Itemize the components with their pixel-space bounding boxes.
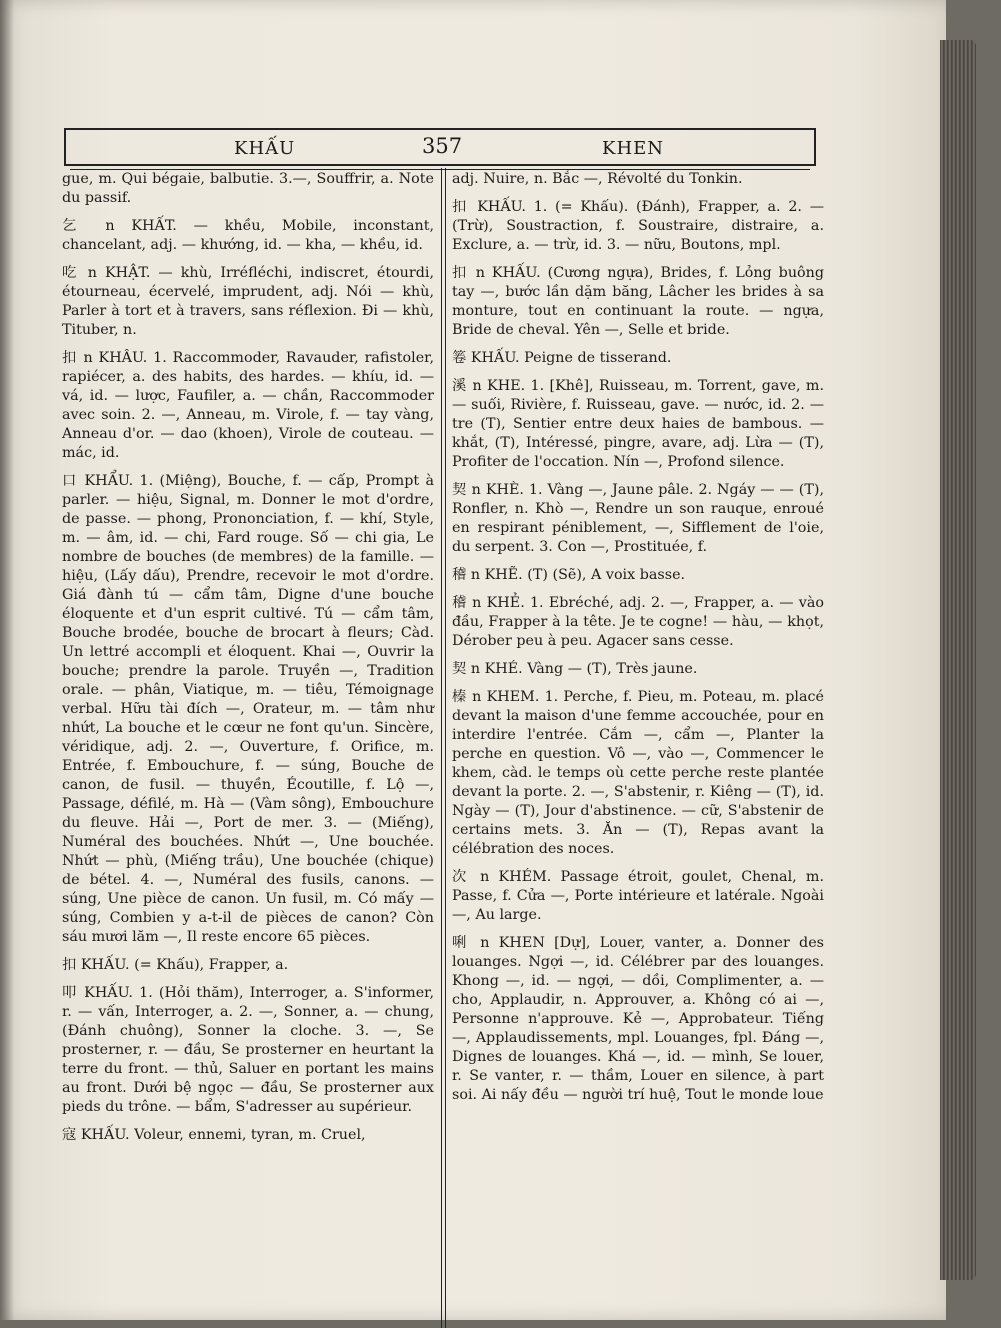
dictionary-entry: 稽 n KHẺ. 1. Ebréché, adj. 2. —, Frapper, a. — vào đầu, Frapper à la tête. Je te cogne! — hàu, — khọt, Dérober peu à peu. Agacer sans cesse. bbox=[452, 595, 824, 649]
gutter-shadow bbox=[0, 0, 14, 1320]
dictionary-entry: 叩 KHẤU. 1. (Hỏi thăm), Interroger, a. S'informer, r. — vấn, Interroger, a. 2. —, Sonner, a. — chung, (Đánh chuông), Sonner la cloche. 3. —, Se prosterner, r. — đầu, Se prosterner en heurtant la terre du front. — thủ, Saluer en portant les mains au front. Dưới bệ ngọc — đầu, Se prosterner aux pieds du trône. — bẩm, S'adresser au supérieur. bbox=[62, 985, 434, 1115]
dictionary-entry: 唎 n KHEN [Dự], Louer, vanter, a. Donner des louanges. Ngợi —, id. Célébrer par des louanges. Khong —, id. — ngợi, — dồi, Complimenter, a. — cho, Applaudir, n. Approuver, a. Không có ai —, Personne n'approuve. Kẻ —, Approbateur. Tiếng —, Applaudissements, mpl. Louanges, fpl. Đáng —, Dignes de louanges. Khá —, id. — mình, Se louer, r. Se vanter, r. — thầm, Louer en silence, à part soi. Ai nấy đều — người trí huệ, Tout le monde loue bbox=[452, 935, 824, 1103]
book-page-edges bbox=[940, 40, 976, 1280]
dictionary-entry: 寇 KHẤU. Voleur, ennemi, tyran, m. Cruel, bbox=[62, 1127, 366, 1143]
right-headword: KHEN bbox=[602, 138, 665, 159]
dictionary-entry: 扣 n KHẤU. (Cương ngựa), Brides, f. Lỏng buông tay —, bước lần dặm băng, Lâcher les brides à sa monture, tout en continuant la route. — ngựa, Bride de cheval. Yên —, Selle et bride. bbox=[452, 265, 824, 338]
dictionary-entry: 扣 n KHÂU. 1. Raccommoder, Ravauder, rafistoler, rapiécer, a. des habits, des hardes. — khíu, id. — vá, id. — lược, Faufiler, a. — chần, Raccommoder avec soin. 2. —, Anneau, m. Virole, f. — tay vàng, Anneau d'or. — dao (khoen), Virole de couteau. — mác, id. bbox=[62, 350, 434, 461]
page-number: 357 bbox=[422, 134, 463, 158]
dictionary-entry: 稽 n KHẼ. (T) (Sẽ), A voix basse. bbox=[452, 567, 686, 583]
dictionary-entry: 扣 KHẤU. 1. (= Khấu). (Đánh), Frapper, a. 2. — (Trừ), Soustraction, f. Soustraire, distraire, a. Exclure, a. — trừ, id. 3. — nữu, Boutons, mpl. bbox=[452, 199, 824, 253]
dictionary-entry: 口 KHẨU. 1. (Miệng), Bouche, f. — cấp, Prompt à parler. — hiệu, Signal, m. Donner le mot d'ordre, de passe. — phong, Prononciation, f. — khí, Style, m. — âm, id. — chi, Fard rouge. Số — chi gia, Le nombre de bouches (de membres) de la famille. — hiệu, (Lấy dấu), Prendre, recevoir le mot d'ordre. Giá đành tú — cẩm tâm, Digne d'une bouche éloquente et d'un esprit cultivé. Tú — cẩm tâm, Bouche brodée, bouche de brocart à fleurs; Càd. Un lettré accompli et éloquent. Khai —, Ouvrir la bouche; prendre la parole. Truyền —, Tradition orale. — phân, Viatique, m. — tiêu, Témoignage verbal. Hữu tài đích —, Orateur, m. — tâm như nhứt, La bouche et le cœur ne font qu'un. Sincère, véridique, adj. 2. —, Ouverture, f. Orifice, m. Entrée, f. Embouchure, f. — súng, Bouche de canon, de fusil. — thuyền, Écoutille, f. Lộ —, Passage, défilé, m. Hà — (Vàm sông), Embouchure du fleuve. Hải —, Port de mer. 3. — (Miếng), Numéral des bouchées. Nhứt —, Une bouchée. Nhứt — phù, (Miếng trầu), Une bouchée (chique) de bétel. 4. —, Numéral des fusils, canons. — súng, Une pièce de canon. Un fusil, m. Có mấy — súng, Combien y a-t-il de pièces de canon? Còn sáu mươi lăm —, Il reste encore 65 pièces. bbox=[62, 473, 434, 945]
column-divider bbox=[441, 168, 446, 1328]
dictionary-entry: 榛 n KHEM. 1. Perche, f. Pieu, m. Poteau, m. placé devant la maison d'une femme accouchée, pour en interdire l'entrée. Cắm —, cẩm —, Planter la perche en question. Vô —, vào —, Commencer le khem, càd. le temps où cette perche reste plantée devant la porte. 2. —, S'abstenir, r. Kiêng — (T), id. Ngày — (T), Jour d'abstinence. — cữ, S'abstenir de certains mets. 3. Ăn — (T), Repas avant la célébration des noces. bbox=[452, 689, 824, 857]
dictionary-entry: 契 n KHÈ. 1. Vàng —, Jaune pâle. 2. Ngáy — — (T), Ronfler, n. Khò —, Rendre un son rauque, enroué en respirant péniblement, —, Sifflement de l'oie, du serpent. 3. Con —, Prostituée, f. bbox=[452, 482, 824, 555]
left-column bbox=[62, 170, 434, 1154]
dictionary-entry: 箞 KHẤU. Peigne de tisserand. bbox=[452, 350, 672, 366]
dictionary-entry: 次 n KHÉM. Passage étroit, goulet, Chenal, m. Passe, f. Cửa —, Porte intérieure et latérale. Ngoài —, Au large. bbox=[452, 869, 824, 923]
left-headword: KHẤU bbox=[234, 138, 296, 159]
running-header bbox=[64, 128, 816, 166]
dictionary-entry: 扣 KHẤU. (= Khấu), Frapper, a. bbox=[62, 957, 289, 973]
dictionary-entry: adj. Nuire, n. Bắc —, Révolté du Tonkin. bbox=[452, 171, 743, 187]
dictionary-entry: 契 n KHÉ. Vàng — (T), Très jaune. bbox=[452, 661, 698, 677]
right-column bbox=[452, 170, 824, 1114]
dictionary-entry: 溪 n KHE. 1. [Khê], Ruisseau, m. Torrent, gave, m. — suối, Rivière, f. Ruisseau, gave. — nước, id. 2. — tre (T), Sentier entre deux haies de bambous. — khắt, (T), Intéressé, pingre, avare, adj. Lừa — (T), Profiter de l'occation. Nín —, Profond silence. bbox=[452, 378, 824, 470]
dictionary-entry: 乞 n KHẤT. — khều, Mobile, inconstant, chancelant, adj. — khướng, id. — kha, — khều, id. bbox=[62, 218, 434, 253]
dictionary-entry: 吃 n KHẬT. — khù, Irréfléchi, indiscret, étourdi, étourneau, écervelé, imprudent, adj. Nói — khù, Parler à tort et à travers, sans réflexion. Đi — khù, Tituber, n. bbox=[62, 265, 434, 338]
dictionary-entry: gue, m. Qui bégaie, balbutie. 3.—, Souffrir, a. Note du passif. bbox=[62, 171, 434, 206]
